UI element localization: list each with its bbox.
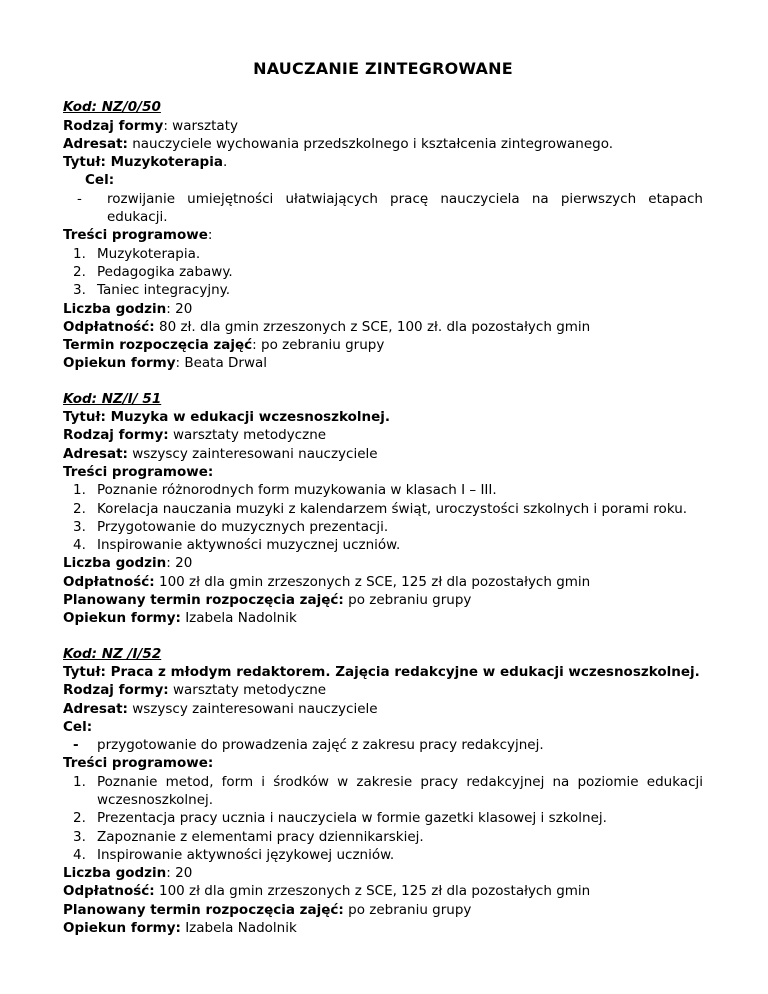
godziny-value: : 20 bbox=[166, 300, 193, 317]
course-code: Kod: NZ /I/52 bbox=[63, 645, 162, 662]
adresat-value: nauczyciele wychowania przedszkolnego i kształcenia zintegrowanego. bbox=[127, 135, 614, 152]
adresat-label: Adresat: bbox=[63, 445, 128, 462]
termin-value: po zebraniu grupy bbox=[343, 592, 472, 609]
opiekun-label: Opiekun formy: bbox=[63, 920, 181, 937]
page-title: NAUCZANIE ZINTEGROWANE bbox=[253, 59, 513, 78]
godziny-value: : 20 bbox=[166, 555, 193, 572]
cel-item: - przygotowanie do prowadzenia zajęć z zakresu pracy redakcyjnej. bbox=[73, 737, 544, 754]
cel-item: - rozwijanie umiejętności ułatwiających pracę nauczyciela na pierwszych etapach edukacji. bbox=[77, 190, 703, 226]
opiekun-value: Izabela Nadolnik bbox=[180, 610, 297, 627]
list-item: 2. Prezentacja pracy ucznia i nauczyciela w formie gazetki klasowej i szkolnej. bbox=[73, 810, 607, 827]
course-nz-i-51 bbox=[63, 390, 703, 628]
tytul-label: Tytuł: Praca z młodym redaktorem. Zajęcia redakcyjne w edukacji wczesnoszkolnej. bbox=[63, 663, 700, 680]
list-item: 1. Poznanie różnorodnych form muzykowania w klasach I – III. bbox=[73, 482, 497, 499]
termin-label: Termin rozpoczęcia zajęć bbox=[63, 337, 253, 354]
cel-label: Cel: bbox=[85, 172, 115, 189]
cel-label: Cel: bbox=[63, 718, 93, 735]
course-nz-i-52 bbox=[63, 645, 703, 938]
termin-value: po zebraniu grupy bbox=[343, 901, 472, 918]
adresat-label: Adresat: bbox=[63, 135, 128, 152]
termin-label: Planowany termin rozpoczęcia zajęć: bbox=[63, 592, 344, 609]
course-nz-0-50: Kod: NZ/0/50 Rodzaj formy: warsztaty Adresat: nauczyciele wychowania przedszkolnego i kształcenia zintegrowanego. Tytuł: Muzykoterapia. Cel: - rozwijanie umiejętności ułatwiających pracę nauczyciela na pierwszych etapach edukacji. Treści programowe: 1. Muzykoterapia. 2. Pedagogika zabawy. 3. Taniec integracyjny. Liczba godzin: 20 Odpłatność: 80 zł. dla gmin zrzeszonych z SCE, 100 zł. dla pozostałych gmin Termin rozpoczęcia zajęć: po zebraniu grupy Opiekun formy: Beata Drwal bbox=[63, 99, 703, 372]
termin-label: Planowany termin rozpoczęcia zajęć: bbox=[63, 901, 344, 918]
tresci-label: Treści programowe bbox=[63, 227, 208, 244]
godziny-label: Liczba godzin bbox=[63, 555, 167, 572]
odplatnosc-label: Odpłatność: bbox=[63, 573, 155, 590]
adresat-value: wszyscy zainteresowani nauczyciele bbox=[127, 445, 378, 462]
odplatnosc-value: 100 zł dla gmin zrzeszonych z SCE, 125 zł dla pozostałych gmin bbox=[154, 573, 591, 590]
tytul-suffix: . bbox=[222, 154, 228, 171]
adresat-value: wszyscy zainteresowani nauczyciele bbox=[127, 700, 378, 717]
godziny-value: : 20 bbox=[166, 865, 193, 882]
tresci-label: Treści programowe: bbox=[63, 463, 214, 480]
opiekun-label: Opiekun formy: bbox=[63, 610, 181, 627]
odplatnosc-value: 80 zł. dla gmin zrzeszonych z SCE, 100 zł. dla pozostałych gmin bbox=[154, 318, 591, 335]
termin-value: : po zebraniu grupy bbox=[252, 337, 385, 354]
rodzaj-value: : warsztaty bbox=[163, 117, 238, 134]
list-item: 1. Muzykoterapia. bbox=[73, 245, 201, 262]
list-item: 2. Korelacja nauczania muzyki z kalendarzem świąt, uroczystości szkolnych i porami roku. bbox=[73, 500, 688, 517]
tytul-label: Tytuł: Muzyka w edukacji wczesnoszkolnej. bbox=[63, 409, 391, 426]
list-item: 2. Pedagogika zabawy. bbox=[73, 263, 233, 280]
list-item: 1. Poznanie metod, form i środków w zakresie pracy redakcyjnej na poziomie edukacji wczesnoszkolnej. bbox=[73, 773, 703, 808]
dash-marker: - bbox=[73, 737, 79, 754]
opiekun-value: Izabela Nadolnik bbox=[180, 920, 297, 937]
odplatnosc-label: Odpłatność: bbox=[63, 883, 155, 900]
rodzaj-value: warsztaty metodyczne bbox=[168, 682, 327, 699]
opiekun-value: : Beata Drwal bbox=[175, 355, 268, 372]
list-item: 4. Inspirowanie aktywności muzycznej uczniów. bbox=[73, 537, 401, 554]
odplatnosc-value: 100 zł dla gmin zrzeszonych z SCE, 125 zł dla pozostałych gmin bbox=[154, 883, 591, 900]
tresci-label: Treści programowe: bbox=[63, 755, 214, 772]
list-item: 4. Inspirowanie aktywności językowej uczniów. bbox=[73, 846, 395, 863]
godziny-label: Liczba godzin bbox=[63, 865, 167, 882]
document-page bbox=[63, 60, 703, 954]
rodzaj-label: Rodzaj formy: bbox=[63, 427, 169, 444]
course-code: Kod: NZ/0/50 bbox=[63, 99, 161, 116]
tytul-label: Tytuł: Muzykoterapia bbox=[63, 154, 223, 171]
godziny-label: Liczba godzin bbox=[63, 300, 167, 317]
list-item: 3. Taniec integracyjny. bbox=[73, 282, 230, 299]
opiekun-label: Opiekun formy bbox=[63, 355, 176, 372]
rodzaj-label: Rodzaj formy: bbox=[63, 682, 169, 699]
course-code: Kod: NZ/I/ 51 bbox=[63, 390, 162, 407]
odplatnosc-label: Odpłatność: bbox=[63, 318, 155, 335]
list-item: 3. Przygotowanie do muzycznych prezentacji. bbox=[73, 518, 389, 535]
rodzaj-value: warsztaty metodyczne bbox=[168, 427, 327, 444]
adresat-label: Adresat: bbox=[63, 700, 128, 717]
dash-marker: - bbox=[77, 190, 82, 207]
rodzaj-label: Rodzaj formy bbox=[63, 117, 164, 134]
list-item: 3. Zapoznanie z elementami pracy dziennikarskiej. bbox=[73, 828, 424, 845]
